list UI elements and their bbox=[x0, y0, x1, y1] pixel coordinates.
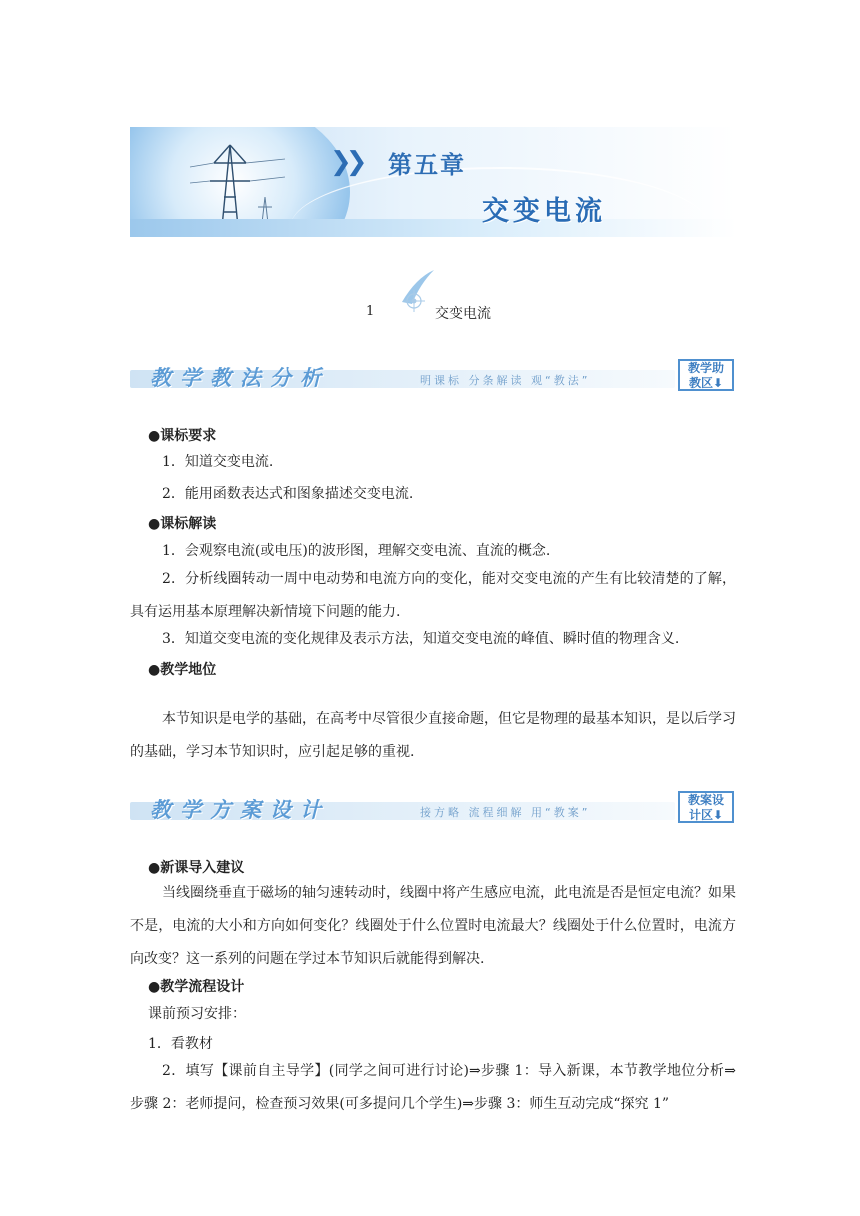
badge-line-2: 教区⬇ bbox=[688, 376, 724, 390]
curriculum-item-1: 1．知道交变电流. bbox=[162, 454, 274, 470]
lesson-plan-badge[interactable] bbox=[678, 791, 734, 823]
curriculum-item-2: 2．能用函数表达式和图象描述交变电流. bbox=[162, 486, 414, 502]
bar-slogan: 明课标 分条解读 观“教法” bbox=[420, 374, 591, 387]
heading-teaching-status: ●教学地位 bbox=[148, 662, 217, 678]
badge-line-2: 计区⬇ bbox=[688, 808, 724, 822]
badge-line-1: 教学助 bbox=[687, 361, 724, 375]
teaching-status-text: 本节知识是电学的基础，在高考中尽管很少直接命题，但它是物理的最基本知识，是以后学习的基础，学习本节知识时，应引起足够的重视. bbox=[130, 711, 736, 760]
section-number: 1 bbox=[366, 304, 375, 319]
interpretation-item-3: 3．知道交变电流的变化规律及表示方法，知道交变电流的峰值、瞬时值的物理含义. bbox=[162, 631, 680, 647]
power-tower-icon bbox=[170, 137, 290, 232]
interpretation-item-2: 2．分析线圈转动一周中电动势和电流方向的变化，能对交变电流的产生有比较清楚的了解，具有运用基本原理解决新情境下问题的能力. bbox=[130, 571, 736, 620]
heading-curriculum-interpretation: ●课标解读 bbox=[148, 516, 217, 532]
interpretation-item-1: 1．会观察电流(或电压)的波形图，理解交变电流、直流的概念. bbox=[162, 543, 551, 559]
heading-teaching-flow: ●教学流程设计 bbox=[148, 979, 245, 995]
section-bar-teaching-plan bbox=[130, 791, 736, 825]
flow-item-2: 2．填写【课前自主导学】(同学之间可进行讨论)⇒步骤 1：导入新课，本节教学地位分析⇒步骤 2：老师提问，检查预习效果(可多提问几个学生)⇒步骤 3：师生互动完成“探究 1” bbox=[130, 1063, 736, 1112]
bar-heading: 教学教法分析 bbox=[150, 365, 330, 390]
section-bar-teaching-analysis bbox=[130, 359, 736, 393]
teaching-aid-badge[interactable] bbox=[678, 359, 734, 391]
chapter-number: 第五章 bbox=[388, 151, 466, 179]
lesson-intro-text: 当线圈绕垂直于磁场的轴匀速转动时，线圈中将产生感应电流，此电流是否是恒定电流？如果不是，电流的大小和方向如何变化？线圈处于什么位置时电流最大？线圈处于什么位置时，电流方向改变？这一系列的问题在学过本节知识后就能得到解决. bbox=[130, 885, 736, 967]
chapter-banner bbox=[130, 127, 736, 237]
heading-curriculum-requirements: ●课标要求 bbox=[148, 428, 217, 444]
target-swoosh-icon bbox=[398, 268, 438, 320]
badge-line-1: 教案设 bbox=[687, 793, 724, 807]
bar-heading: 教学方案设计 bbox=[150, 797, 330, 822]
double-chevron-icon: ❯❯ bbox=[330, 147, 362, 177]
bar-slogan: 接方略 流程细解 用“教案” bbox=[420, 806, 591, 819]
flow-item-1: 1．看教材 bbox=[148, 1036, 213, 1052]
section-title: 交变电流 bbox=[435, 306, 491, 322]
flow-preview-label: 课前预习安排： bbox=[148, 1006, 246, 1022]
heading-lesson-intro: ●新课导入建议 bbox=[148, 860, 245, 876]
chapter-title: 交变电流 bbox=[482, 196, 606, 227]
banner-band-graphic bbox=[130, 219, 736, 237]
